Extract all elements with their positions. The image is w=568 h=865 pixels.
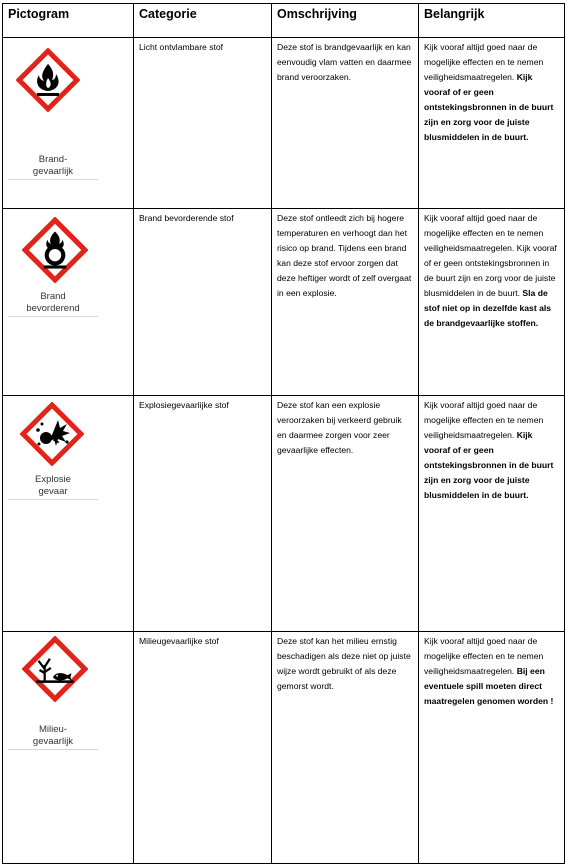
pictogram-cell — [3, 396, 134, 632]
omschrijving-cell: Deze stof is brandgevaarlijk en kan eenvoudig vlam vatten en daarmee brand veroorzaken. — [272, 38, 419, 209]
pictogram-cell — [3, 632, 134, 864]
categorie-cell: Licht ontvlambare stof — [134, 38, 272, 209]
belangrijk-cell: Kijk vooraf altijd goed naar de mogelijke effecten en te nemen veiligheidsmaatregelen. Bij een eventuele spill moeten direct maatregelen genomen worden ! — [419, 632, 565, 864]
omschrijving-cell: Deze stof kan een explosie veroorzaken bij verkeerd gebruik en daarmee zorgen voor zeer gevaarlijke effecten. — [272, 396, 419, 632]
table-row — [3, 396, 565, 632]
header-categorie: Categorie — [134, 4, 272, 38]
header-belangrijk: Belangrijk — [419, 4, 565, 38]
table-row — [3, 209, 565, 396]
categorie-cell: Explosiegevaarlijke stof — [134, 396, 272, 632]
flame-icon — [16, 48, 80, 112]
header-omschrijving: Omschrijving — [272, 4, 419, 38]
flame-over-circle-icon — [22, 217, 88, 283]
omschrijving-cell: Deze stof kan het milieu ernstig beschadigen als deze niet op juiste wijze wordt gebruikt of als deze gemorst wordt. — [272, 632, 419, 864]
environment-icon — [22, 636, 88, 702]
exploding-bomb-icon — [20, 402, 84, 466]
belangrijk-cell: Kijk vooraf altijd goed naar de mogelijke effecten en te nemen veiligheidsmaatregelen. Kijk vooraf of er geen ontstekingsbronnen in de buurt zijn en zorg voor de juiste blusmiddelen in de buurt. Sla de stof niet op in dezelfde kast als de brandgevaarlijke stoffen. — [419, 209, 565, 396]
table-row — [3, 38, 565, 209]
categorie-cell: Brand bevorderende stof — [134, 209, 272, 396]
table-row — [3, 632, 565, 864]
categorie-cell: Milieugevaarlijke stof — [134, 632, 272, 864]
hazard-table — [2, 3, 565, 864]
belangrijk-cell: Kijk vooraf altijd goed naar de mogelijke effecten en te nemen veiligheidsmaatregelen. Kijk vooraf of er geen ontstekingsbronnen in de buurt zijn en zorg voor de juiste blusmiddelen in de buurt. — [419, 38, 565, 209]
belangrijk-cell: Kijk vooraf altijd goed naar de mogelijke effecten en te nemen veiligheidsmaatregelen. Kijk vooraf of er geen ontstekingsbronnen in de buurt zijn en zorg voor de juiste blusmiddelen in de buurt. — [419, 396, 565, 632]
pictogram-cell — [3, 209, 134, 396]
pictogram-caption: Brand- gevaarlijk — [8, 154, 98, 180]
pictogram-caption: Milieu- gevaarlijk — [8, 724, 98, 750]
pictogram-caption: Brand bevorderend — [8, 291, 98, 317]
table-header-row — [3, 4, 565, 38]
omschrijving-cell: Deze stof ontleedt zich bij hogere temperaturen en verhoogt dan het risico op brand. Tijdens een brand kan deze stof ervoor zorgen dat deze heftiger wordt of zelf overgaat in een explosie. — [272, 209, 419, 396]
pictogram-cell — [3, 38, 134, 209]
header-pictogram: Pictogram — [3, 4, 134, 38]
pictogram-caption: Explosie gevaar — [8, 474, 98, 500]
